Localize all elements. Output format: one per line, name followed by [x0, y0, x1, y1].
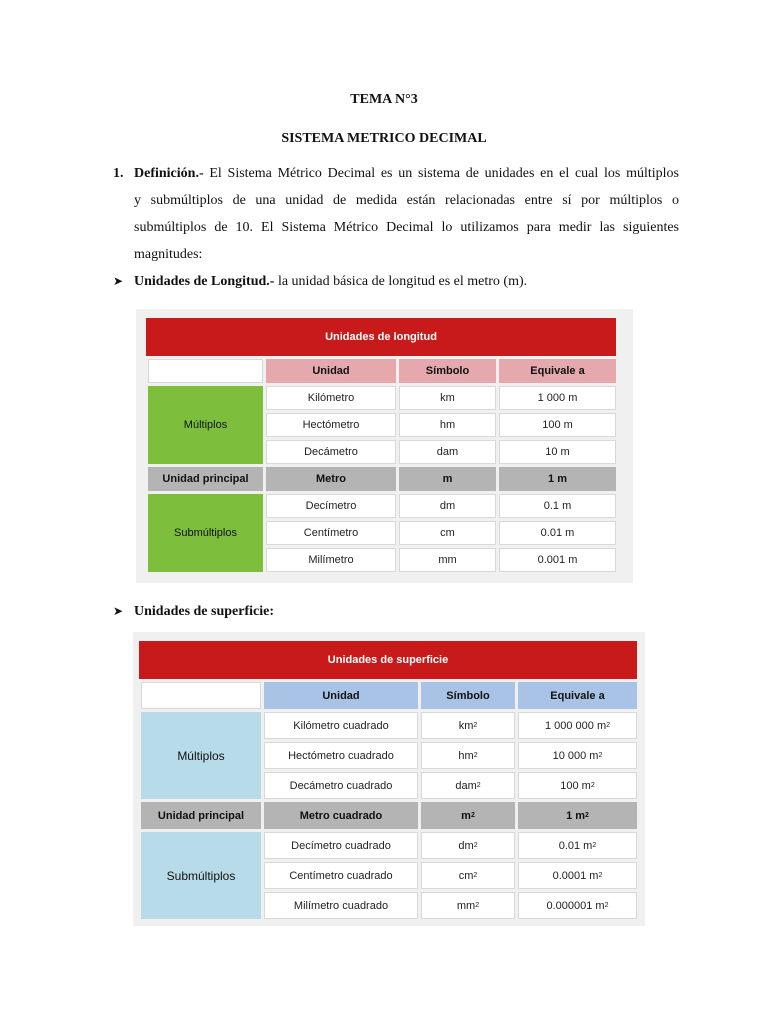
group-unidad-principal: Unidad principal [148, 467, 263, 491]
page-heading: TEMA N°3 [350, 92, 418, 107]
simbolo-text: km [458, 719, 474, 732]
cell-unidad: Centímetro cuadrado [264, 862, 418, 889]
cell-equivale [518, 832, 637, 859]
definition-line-4: magnitudes: [134, 247, 203, 262]
cell-unidad: Kilómetro [266, 386, 396, 410]
simbolo-text: cm [440, 527, 455, 539]
definition-paragraph [134, 160, 679, 268]
exponent-superscript: 2 [592, 842, 597, 849]
cell-simbolo [421, 742, 515, 769]
cell-equivale [518, 712, 637, 739]
simbolo-text: mm [438, 554, 457, 566]
header-blank-cell [148, 359, 263, 383]
cell-unidad: Centímetro [266, 521, 396, 545]
group-multiplos: Múltiplos [141, 712, 261, 799]
cell-unidad: Hectómetro [266, 413, 396, 437]
cell-equivale [518, 892, 637, 919]
bullet-longitud [113, 274, 527, 290]
bullet-longitud-text: la unidad básica de longitud es el metro (m). [274, 274, 528, 289]
cell-unidad: Decámetro [266, 440, 396, 464]
exponent-superscript: 2 [585, 812, 589, 819]
equivale-text: 100 m [542, 419, 573, 431]
simbolo-text: hm [458, 749, 474, 762]
cell-simbolo [421, 862, 515, 889]
group-submultiplos: Submúltiplos [141, 832, 261, 919]
equivale-text: 1 000 m [537, 392, 578, 404]
simbolo-text: dm [439, 500, 456, 512]
exponent-superscript: 2 [470, 812, 475, 819]
cell-equivale [518, 742, 637, 769]
cell-simbolo [399, 494, 496, 518]
cell-unidad: Decámetro cuadrado [264, 772, 418, 799]
arrow-bullet-icon: ➤ [113, 274, 124, 288]
header-blank-cell [141, 682, 261, 709]
cell-simbolo [399, 386, 496, 410]
simbolo-text: mm [456, 899, 476, 912]
equivale-text: 1 m [548, 473, 567, 485]
cell-simbolo [421, 712, 515, 739]
exponent-superscript: 2 [590, 782, 595, 789]
cell-equivale [518, 862, 637, 889]
column-header-simbolo: Símbolo [421, 682, 515, 709]
simbolo-text: m [461, 809, 471, 822]
page-subheading: SISTEMA METRICO DECIMAL [281, 131, 487, 146]
cell-unidad: Decímetro cuadrado [264, 832, 418, 859]
definition-line-3: submúltiplos de 10. El Sistema Métrico Decimal lo utilizamos para medir las siguientes [134, 220, 679, 235]
cell-simbolo [399, 467, 496, 491]
cell-equivale [499, 548, 616, 572]
column-header-equivale: Equivale a [518, 682, 637, 709]
exponent-superscript: 2 [598, 872, 603, 879]
cell-equivale [499, 413, 616, 437]
equivale-text: 10 m [545, 446, 570, 458]
equivale-text: 100 m [560, 779, 591, 792]
cell-equivale [518, 772, 637, 799]
cell-simbolo [421, 802, 515, 829]
arrow-bullet-icon: ➤ [113, 604, 124, 618]
cell-simbolo [399, 413, 496, 437]
cell-simbolo [399, 548, 496, 572]
table-title-banner: Unidades de longitud [146, 318, 616, 356]
exponent-superscript: 2 [473, 752, 478, 759]
exponent-superscript: 2 [473, 842, 478, 849]
simbolo-text: hm [439, 419, 456, 431]
equivale-text: 0.1 m [543, 500, 572, 512]
cell-simbolo [421, 892, 515, 919]
equivale-text: 1 m [566, 809, 586, 822]
cell-simbolo [421, 772, 515, 799]
definition-label: Definición.- [134, 166, 204, 181]
cell-equivale [499, 521, 616, 545]
cell-simbolo [399, 440, 496, 464]
cell-equivale [499, 494, 616, 518]
equivale-text: 0.01 m [558, 839, 593, 852]
bullet-superficie [113, 604, 274, 620]
cell-unidad: Decímetro [266, 494, 396, 518]
cell-equivale [499, 386, 616, 410]
equivale-text: 10 000 m [552, 749, 599, 762]
exponent-superscript: 2 [606, 722, 611, 729]
column-header-equivale: Equivale a [499, 359, 616, 383]
group-submultiplos: Submúltiplos [148, 494, 263, 572]
equivale-text: 1 000 000 m [544, 719, 607, 732]
cell-unidad: Metro [266, 467, 396, 491]
cell-unidad: Metro cuadrado [264, 802, 418, 829]
exponent-superscript: 2 [473, 722, 478, 729]
cell-equivale [499, 440, 616, 464]
definition-line-1: El Sistema Métrico Decimal es un sistema de unidades en el cual los múltiplos [203, 166, 679, 181]
simbolo-text: dam [436, 446, 459, 458]
cell-unidad: Milímetro cuadrado [264, 892, 418, 919]
cell-unidad: Kilómetro cuadrado [264, 712, 418, 739]
exponent-superscript: 2 [604, 902, 609, 909]
cell-unidad: Milímetro [266, 548, 396, 572]
equivale-text: 0.0001 m [552, 869, 599, 882]
bullet-longitud-label: Unidades de Longitud.- [134, 274, 275, 289]
cell-simbolo [399, 521, 496, 545]
exponent-superscript: 2 [473, 872, 478, 879]
column-header-unidad: Unidad [266, 359, 396, 383]
exponent-superscript: 2 [598, 752, 603, 759]
simbolo-text: dm [458, 839, 474, 852]
cell-unidad: Hectómetro cuadrado [264, 742, 418, 769]
group-unidad-principal: Unidad principal [141, 802, 261, 829]
cell-equivale [518, 802, 637, 829]
definition-number: 1. [113, 166, 124, 181]
definition-line-2: y submúltiplos de una unidad de medida están relacionadas entre sí por múltiplos o [134, 193, 679, 208]
equivale-text: 0.01 m [540, 527, 575, 539]
column-header-simbolo: Símbolo [399, 359, 496, 383]
simbolo-text: dam [455, 779, 477, 792]
equivale-text: 0.000001 m [546, 899, 605, 912]
simbolo-text: m [442, 473, 453, 485]
exponent-superscript: 2 [476, 782, 481, 789]
table-title-banner: Unidades de superficie [139, 641, 637, 679]
equivale-text: 0.001 m [537, 554, 578, 566]
cell-simbolo [421, 832, 515, 859]
simbolo-text: km [440, 392, 455, 404]
group-multiplos: Múltiplos [148, 386, 263, 464]
exponent-superscript: 2 [475, 902, 480, 909]
column-header-unidad: Unidad [264, 682, 418, 709]
bullet-superficie-label: Unidades de superficie: [134, 604, 274, 619]
simbolo-text: cm [458, 869, 474, 882]
cell-equivale [499, 467, 616, 491]
